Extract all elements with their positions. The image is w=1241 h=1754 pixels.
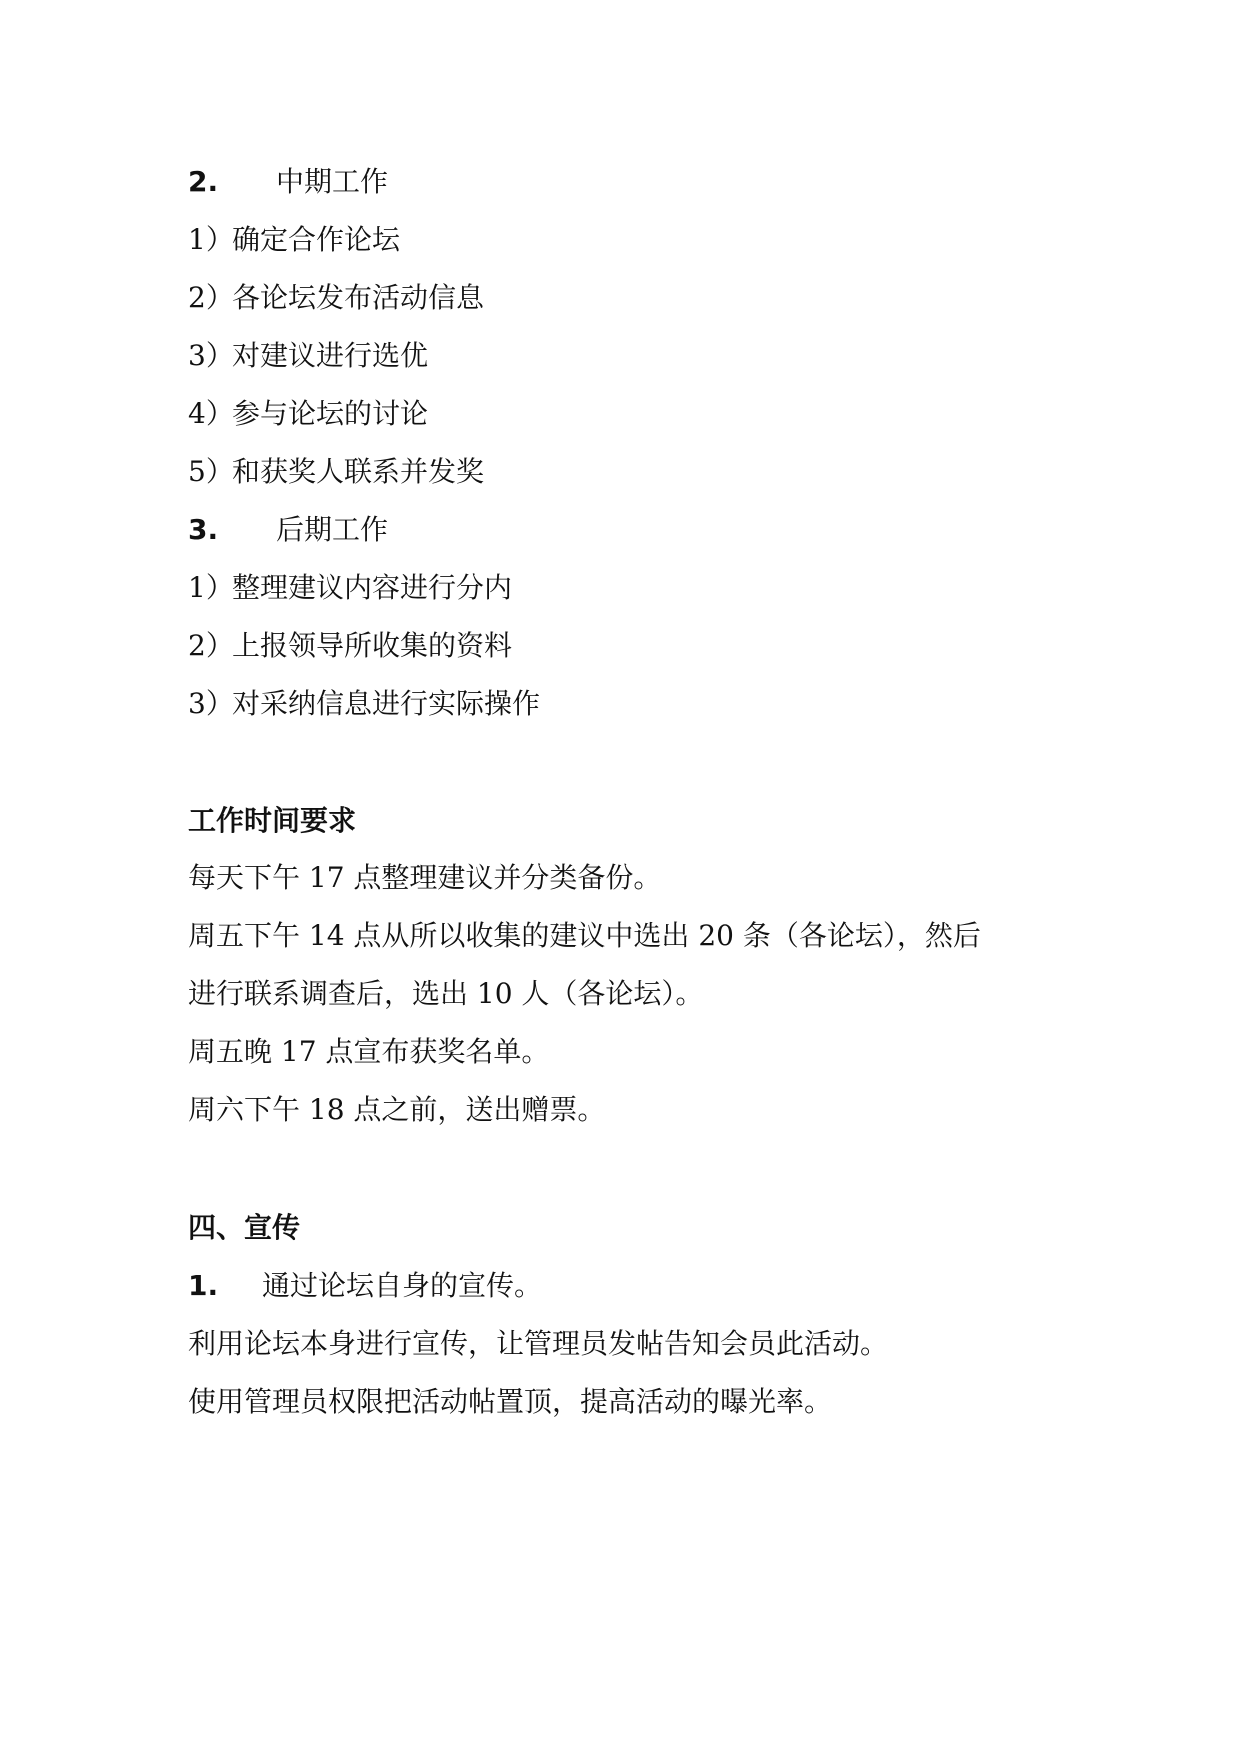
paragraph-line: 使用管理员权限把活动帖置顶，提高活动的曝光率。: [188, 1385, 833, 1418]
list-item-number: 2）: [188, 281, 234, 314]
paragraph-line: 周五下午 14 点从所以收集的建议中选出 20 条（各论坛），然后: [188, 919, 981, 952]
list-item: [188, 568, 512, 608]
section-mid-heading: [188, 162, 388, 202]
list-item: [188, 626, 512, 666]
section-mid-title: 中期工作: [276, 165, 389, 198]
section-late-number: 3.: [188, 513, 219, 546]
paragraph-line: 周六下午 18 点之前，送出赠票。: [188, 1093, 606, 1126]
list-item-number: 1）: [188, 223, 234, 256]
promotion-heading: 四、宣传: [188, 1211, 301, 1244]
list-item: [188, 684, 540, 724]
paragraph-line: 每天下午 17 点整理建议并分类备份。: [188, 861, 662, 894]
list-item: [188, 452, 484, 492]
paragraph-line: 周五晚 17 点宣布获奖名单。: [188, 1035, 550, 1068]
list-item: [188, 220, 400, 260]
promotion-item-number: 1.: [188, 1269, 219, 1302]
paragraph-line: 利用论坛本身进行宣传，让管理员发帖告知会员此活动。: [188, 1327, 889, 1360]
list-item: [188, 336, 428, 376]
list-item-text: 对建议进行选优: [232, 339, 429, 372]
list-item-text: 对采纳信息进行实际操作: [232, 687, 541, 720]
section-late-heading: [188, 510, 388, 550]
list-item-text: 确定合作论坛: [232, 223, 401, 256]
section-mid-number: 2.: [188, 165, 219, 198]
list-item: [188, 394, 428, 434]
list-item: [188, 278, 484, 318]
list-item-text: 参与论坛的讨论: [232, 397, 429, 430]
promotion-item-1: [188, 1266, 542, 1306]
paragraph-line: 进行联系调查后，选出 10 人（各论坛）。: [188, 977, 704, 1010]
promotion-item-title: 通过论坛自身的宣传。: [262, 1269, 543, 1302]
list-item-number: 2）: [188, 629, 234, 662]
list-item-number: 5）: [188, 455, 234, 488]
list-item-text: 和获奖人联系并发奖: [232, 455, 485, 488]
list-item-text: 整理建议内容进行分内: [232, 571, 513, 604]
list-item-text: 上报领导所收集的资料: [232, 629, 513, 662]
section-late-title: 后期工作: [276, 513, 389, 546]
list-item-number: 3）: [188, 687, 234, 720]
list-item-number: 3）: [188, 339, 234, 372]
list-item-number: 1）: [188, 571, 234, 604]
list-item-text: 各论坛发布活动信息: [232, 281, 485, 314]
list-item-number: 4）: [188, 397, 234, 430]
time-requirements-heading: 工作时间要求: [188, 804, 357, 837]
